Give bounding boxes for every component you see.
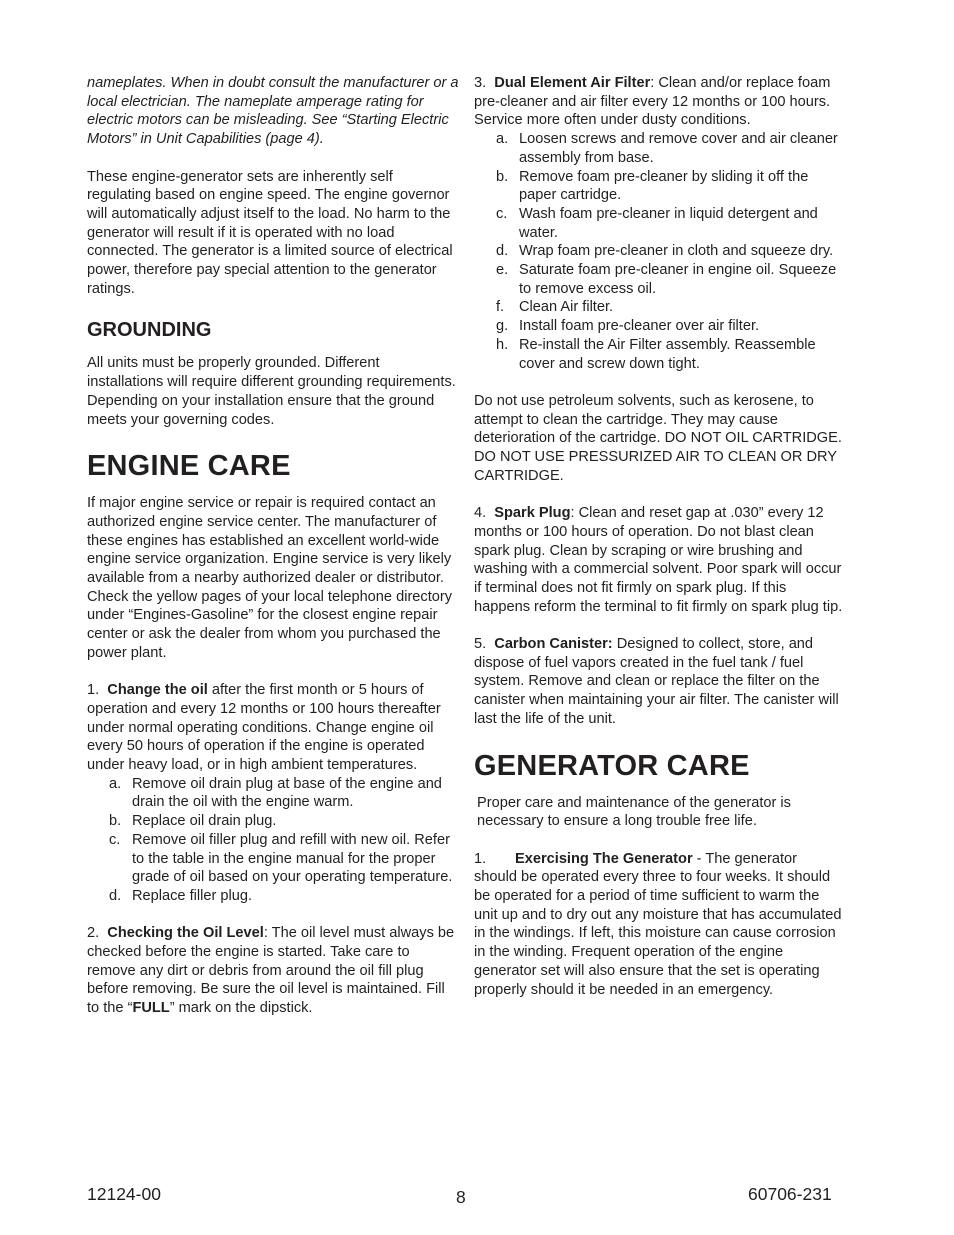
solvents-warning: Do not use petroleum solvents, such as kerosene, to attempt to clean the cartridge. They may cause deterioration of the cartridge. DO NOT OIL CARTRIDGE. DO NOT USE PRESSURIZED AIR TO CLEAN OR DRY CARTRIDGE. xyxy=(474,392,842,484)
item-text: : Clean and reset gap at .030” every 12 months or 100 hours of operation. Do not blast clean spark plug. Clean by scraping or wire brushing and washing with a commercial solvent. Poor spark will occur if terminal does not fit firmly on spark plug. If this happens reform the terminal to fit firmly on spark plug tip. xyxy=(474,505,843,615)
oil-level-item xyxy=(87,924,459,1018)
list-item xyxy=(109,775,459,812)
list-text: Remove oil filler plug and refill with new oil. Refer to the table in the engine manual for the proper grade of oil based on your operating temperature. xyxy=(132,831,453,886)
item-number: 5. xyxy=(474,636,487,653)
list-marker: h. xyxy=(496,336,509,353)
list-marker: c. xyxy=(109,831,121,848)
item-text: : Clean and/or replace foam pre-cleaner and air filter every 12 months or 100 hours. Service more often under dusty conditions. xyxy=(474,75,831,129)
list-text: Saturate foam pre-cleaner in engine oil. Squeeze to remove excess oil. xyxy=(519,262,837,297)
list-item xyxy=(496,168,844,205)
item-number: 1. xyxy=(87,682,100,699)
list-marker: f. xyxy=(496,299,505,316)
list-item xyxy=(496,336,844,373)
list-marker: b. xyxy=(496,168,509,185)
item-title: Dual Element Air Filter xyxy=(494,75,651,91)
list-marker: a. xyxy=(109,775,122,792)
air-filter-steps xyxy=(474,130,844,373)
list-marker: c. xyxy=(496,205,508,222)
item-text: ” mark on the dipstick. xyxy=(169,1000,313,1017)
list-item xyxy=(496,130,844,167)
list-item xyxy=(109,831,459,887)
item-number: 2. xyxy=(87,925,100,942)
list-text: Install foam pre-cleaner over air filter. xyxy=(519,318,760,335)
list-text: Wash foam pre-cleaner in liquid detergent and water. xyxy=(519,205,818,241)
list-text: Wrap foam pre-cleaner in cloth and squeeze dry. xyxy=(519,243,834,260)
list-text: Remove oil drain plug at base of the engine and drain the oil with the engine warm. xyxy=(132,775,442,811)
item-number: 3. xyxy=(474,75,487,91)
list-item xyxy=(496,205,844,242)
full-mark-label: FULL xyxy=(132,1000,170,1017)
item-title: Exercising The Generator xyxy=(515,850,693,867)
list-marker: b. xyxy=(109,813,122,830)
change-oil-steps xyxy=(87,775,459,906)
list-item xyxy=(496,317,844,336)
list-text: Re-install the Air Filter assembly. Reassemble cover and screw down tight. xyxy=(519,336,816,372)
item-number: 4. xyxy=(474,505,487,522)
right-column xyxy=(474,74,844,999)
list-item xyxy=(496,242,844,261)
grounding-heading: GROUNDING xyxy=(87,319,212,342)
generator-care-heading: GENERATOR CARE xyxy=(474,749,750,782)
list-text: Replace oil drain plug. xyxy=(132,813,277,830)
grounding-paragraph: All units must be properly grounded. Different installations will require different grounding requirements. Depending on your installation ensure that the ground meets your governing codes. xyxy=(87,355,456,428)
item-number: 1. xyxy=(474,850,487,867)
item-title: Checking the Oil Level xyxy=(107,925,264,942)
page-number: 8 xyxy=(456,1187,466,1207)
list-marker: d. xyxy=(109,887,122,904)
list-marker: a. xyxy=(496,131,509,148)
exercising-generator-item xyxy=(474,850,844,1000)
list-text: Loosen screws and remove cover and air cleaner assembly from base. xyxy=(519,131,838,166)
generator-care-intro: Proper care and maintenance of the generator is necessary to ensure a long trouble free life. xyxy=(477,794,791,830)
list-text: Clean Air filter. xyxy=(519,299,614,316)
carbon-canister-item xyxy=(474,635,844,729)
nameplate-note: nameplates. When in doubt consult the manufacturer or a local electrician. The nameplate amperage rating for electric motors can be misleading. See “Starting Electric Motors” in Unit Capabilities (page 4). xyxy=(87,75,459,148)
list-item xyxy=(496,298,844,317)
left-column xyxy=(87,74,459,1018)
list-marker: g. xyxy=(496,318,509,335)
engine-care-heading: ENGINE CARE xyxy=(87,450,291,483)
item-text: : The oil level must always be checked before the engine is started. Take care to remove any dirt or debris from around the oil fill plug before removing. Be sure the oil level is maintained. Fill to the “ xyxy=(87,925,455,1017)
list-text: Remove foam pre-cleaner by sliding it off the paper cartridge. xyxy=(519,168,809,204)
item-title: Carbon Canister: xyxy=(494,636,613,653)
engine-care-intro: If major engine service or repair is required contact an authorized engine service center. The manufacturer of these engines has established an excellent world-wide engine service organization. Engine service is very likely available from a nearby authorized dealer or distributor. Check the yellow pages of your local telephone directory under “Engines-Gasoline” for the closest engine repair center or ask the dealer from whom you purchased the power plant. xyxy=(87,495,453,661)
list-marker: d. xyxy=(496,243,509,260)
list-item xyxy=(109,887,459,906)
list-text: Replace filler plug. xyxy=(132,887,253,904)
item-text: - The generator should be operated every three to four weeks. It should be operated for a period of time sufficient to warm the unit up and to dry out any moisture that has accumulated in the windings. If left, this moisture can cause corrosion in the winding. Frequent operation of the engine generator set will also ensure that the set is operating properly should it be needed in an emergency. xyxy=(474,850,842,998)
item-title: Spark Plug xyxy=(494,505,571,522)
air-filter-item xyxy=(474,74,844,130)
change-oil-item xyxy=(87,681,459,775)
footer-part-number: 60706-231 xyxy=(748,1184,832,1204)
item-text: after the first month or 5 hours of operation and every 12 months or 100 hours thereafter under normal operating conditions. Change engine oil every 50 hours of operation if the engine is operated under heavy load, or in high ambient temperatures. xyxy=(87,682,441,774)
list-item xyxy=(496,261,844,298)
item-text: Designed to collect, store, and dispose of fuel vapors created in the fuel tank / fuel system. Remove and clean or replace the filter on the canister when maintaining your air filter. The canister will last the life of the unit. xyxy=(474,636,839,727)
list-marker: e. xyxy=(496,262,509,279)
spark-plug-item xyxy=(474,504,844,616)
list-item xyxy=(109,812,459,831)
footer-doc-number: 12124-00 xyxy=(87,1184,161,1204)
item-title: Change the oil xyxy=(107,682,208,699)
self-regulating-paragraph: These engine-generator sets are inherently self regulating based on engine speed. The engine governor will automatically adjust itself to the load. No harm to the generator will result if it is operated with no load connected. The generator is a limited source of electrical power, therefore pay special attention to the generator ratings. xyxy=(87,168,453,297)
